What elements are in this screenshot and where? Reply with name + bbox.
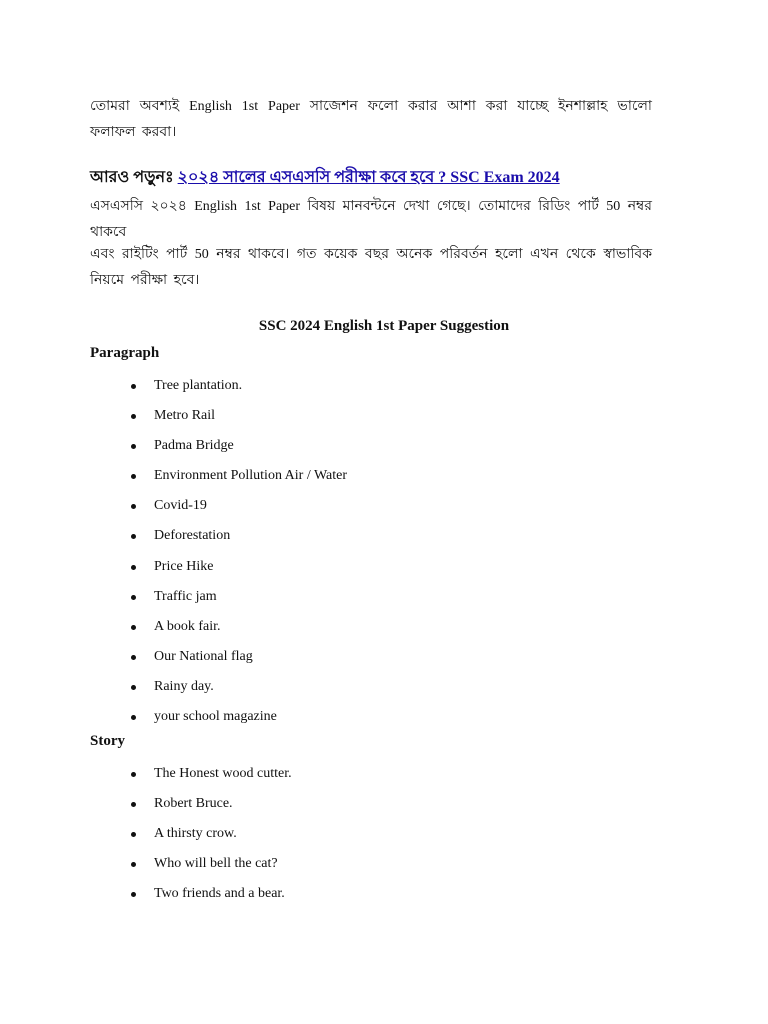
bullet-icon [131,414,136,419]
list-item [0,824,292,854]
list-item [0,617,347,647]
bullet-icon [131,685,136,690]
list-item [0,884,292,914]
list-item-text: Who will bell the cat? [154,856,278,872]
list-item-text: Robert Bruce. [154,796,233,812]
list-item-text: Metro Rail [154,408,216,424]
writing-paragraph: এবং রাইটিং পার্ট 50 নম্বর থাকবে। গত কয়েক বছর অনেক পরিবর্তন হলো এখন থেকে স্বাভাবিক নিয়মে পরীক্ষা হবে। [90,247,652,288]
list-item-text: Our National flag [154,648,253,664]
bullet-icon [131,504,136,509]
bullet-icon [131,384,136,389]
list-item [0,436,347,466]
bullet-icon [131,655,136,660]
bullet-icon [131,802,136,807]
list-item [0,406,347,436]
bullet-icon [131,772,136,777]
list-item-text: Padma Bridge [154,438,234,454]
list-item-text: Traffic jam [154,588,217,604]
bullet-icon [131,892,136,897]
story-list [0,764,292,914]
bullet-icon [131,862,136,867]
list-item [0,854,292,884]
bullet-icon [131,832,136,837]
bullet-icon [131,595,136,600]
list-item-text: Price Hike [154,558,214,574]
list-item [0,376,347,406]
list-item-text: Covid-19 [154,498,207,514]
bullet-icon [131,625,136,630]
list-item-text: your school magazine [154,709,277,725]
read-more-line [90,165,560,191]
list-item [0,496,347,526]
syllabus-paragraph: এসএসসি ২০২৪ English 1st Paper বিষয় মানবন্টনে দেখা গেছে। তোমাদের রিডিং পার্ট 50 নম্বর থাকবে [90,199,652,240]
story-heading: Story [90,733,125,749]
list-item [0,764,292,794]
list-item-text: Tree plantation. [154,378,243,393]
list-item [0,466,347,496]
list-item-text: Deforestation [154,528,231,544]
list-item-text: Two friends and a bear. [154,886,285,902]
suggestion-title: SSC 2024 English 1st Paper Suggestion [258,318,510,334]
list-item [0,677,347,707]
list-item [0,794,292,824]
list-item-text: A thirsty crow. [154,826,237,842]
read-more-label: আরও পড়ুনঃ [90,169,174,186]
bullet-icon [131,444,136,449]
paragraph-heading: Paragraph [90,345,160,361]
list-item [0,647,347,677]
bullet-icon [131,715,136,720]
list-item [0,587,347,617]
intro-paragraph: তোমরা অবশ্যই English 1st Paper সাজেশন ফলো করার আশা করা যাচ্ছে ইনশাল্লাহ ভালো ফলাফল করবা। [90,99,652,140]
paragraph-list [0,376,347,737]
list-item-text: Rainy day. [154,678,214,694]
ssc-exam-2024-link[interactable]: ২০২৪ সালের এসএসসি পরীক্ষা কবে হবে ? SSC Exam 2024 [177,169,560,186]
list-item-text: Environment Pollution Air / Water [154,468,348,484]
list-item-text: A book fair. [154,618,221,634]
list-item [0,557,347,587]
list-item-text: The Honest wood cutter. [154,766,292,781]
bullet-icon [131,534,136,539]
list-item [0,707,347,737]
bullet-icon [131,474,136,479]
list-item [0,526,347,556]
bullet-icon [131,565,136,570]
